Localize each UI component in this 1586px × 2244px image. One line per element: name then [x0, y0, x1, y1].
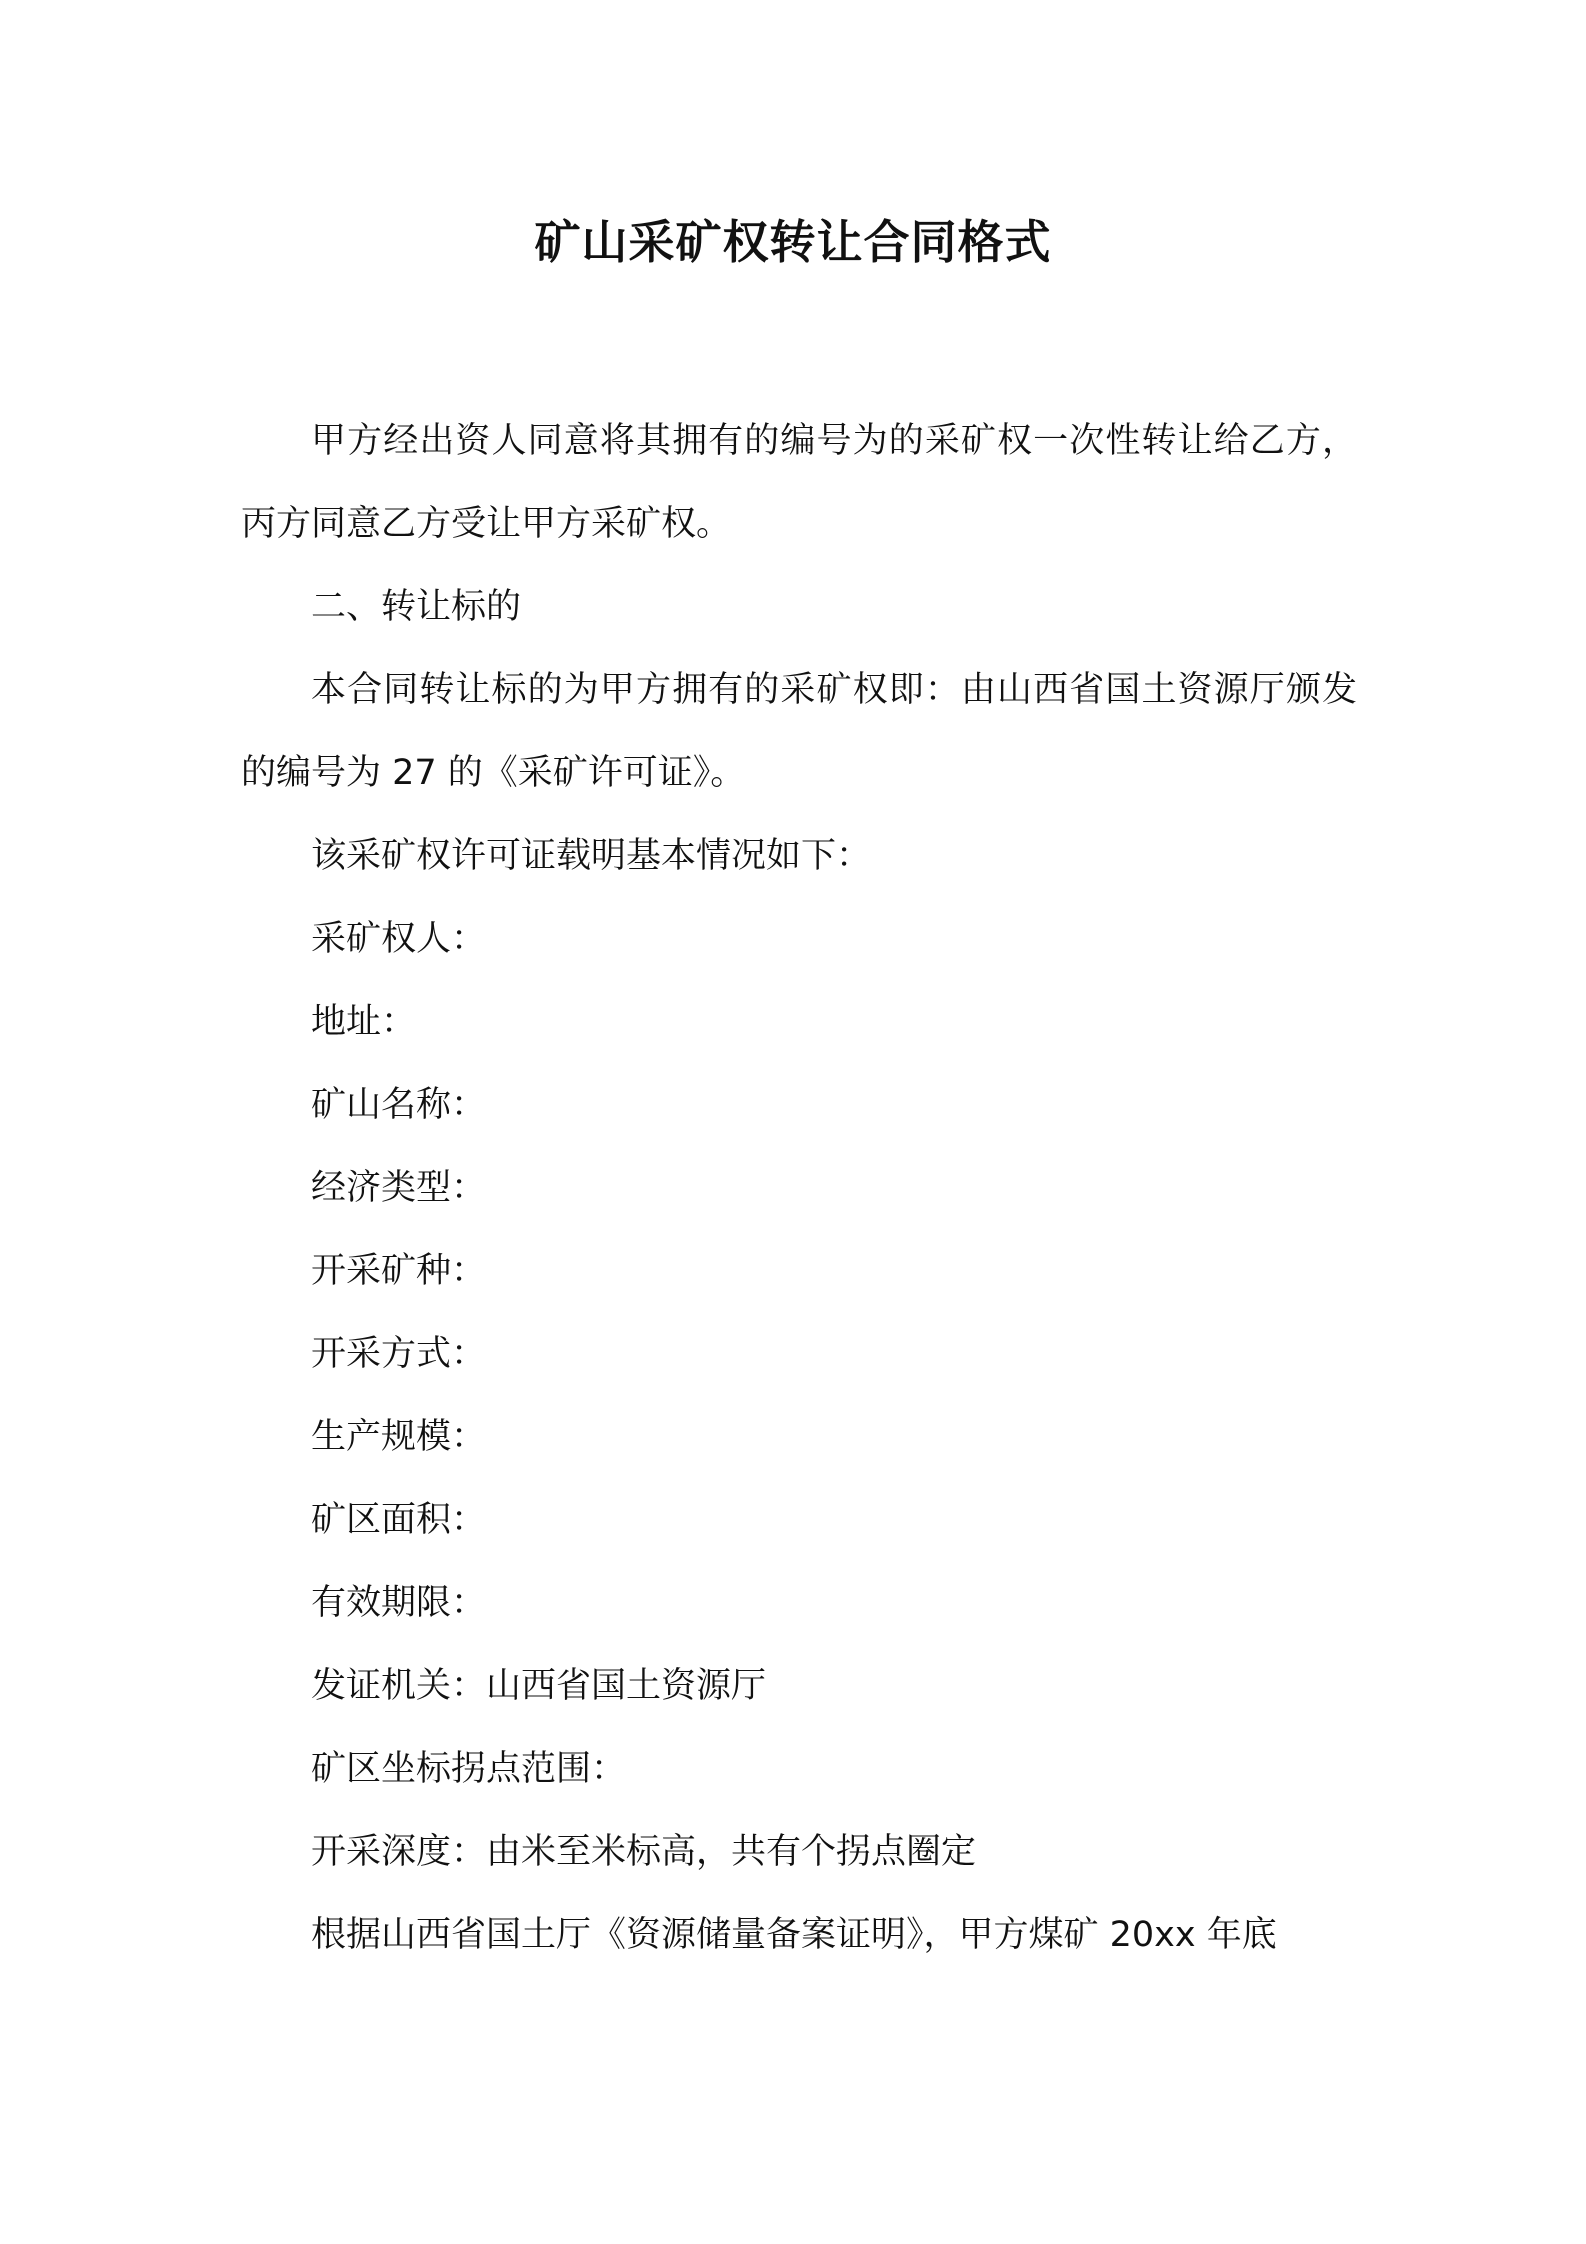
paragraph-reserve-certificate: 根据山西省国土厅《资源储量备案证明》，甲方煤矿 20xx 年底: [311, 1915, 1277, 1955]
field-area-coordinates: 矿区坐标拐点范围：: [311, 1749, 627, 1789]
field-address: 地址：: [311, 1002, 417, 1042]
field-issuing-authority: 发证机关：山西省国土资源厅: [311, 1666, 767, 1706]
field-mining-right-holder: 采矿权人：: [311, 919, 487, 959]
paragraph-transfer-subject: 本合同转让标的为甲方拥有的采矿权即：由山西省国土资源厅颁发的编号为 27 的《采矿许可证》。: [241, 670, 1357, 793]
paragraph-intro: 甲方经出资人同意将其拥有的编号为的采矿权一次性转让给乙方，丙方同意乙方受让甲方采矿权。: [241, 421, 1357, 544]
paragraph-license-info-intro: 该采矿权许可证载明基本情况如下：: [311, 836, 872, 876]
field-production-scale: 生产规模：: [311, 1417, 487, 1457]
field-economic-type: 经济类型：: [311, 1168, 487, 1208]
section-heading-transfer-subject: 二、转让标的: [311, 587, 522, 627]
field-mine-name: 矿山名称：: [311, 1085, 487, 1125]
field-mineral-type: 开采矿种：: [311, 1251, 487, 1291]
document-title: 矿山采矿权转让合同格式: [534, 215, 1052, 269]
field-validity-period: 有效期限：: [311, 1583, 487, 1623]
document-body: [241, 400, 1357, 1977]
field-mining-method: 开采方式：: [311, 1334, 487, 1374]
field-mining-area: 矿区面积：: [311, 1500, 487, 1540]
field-mining-depth: 开采深度：由米至米标高，共有个拐点圈定: [311, 1832, 977, 1872]
